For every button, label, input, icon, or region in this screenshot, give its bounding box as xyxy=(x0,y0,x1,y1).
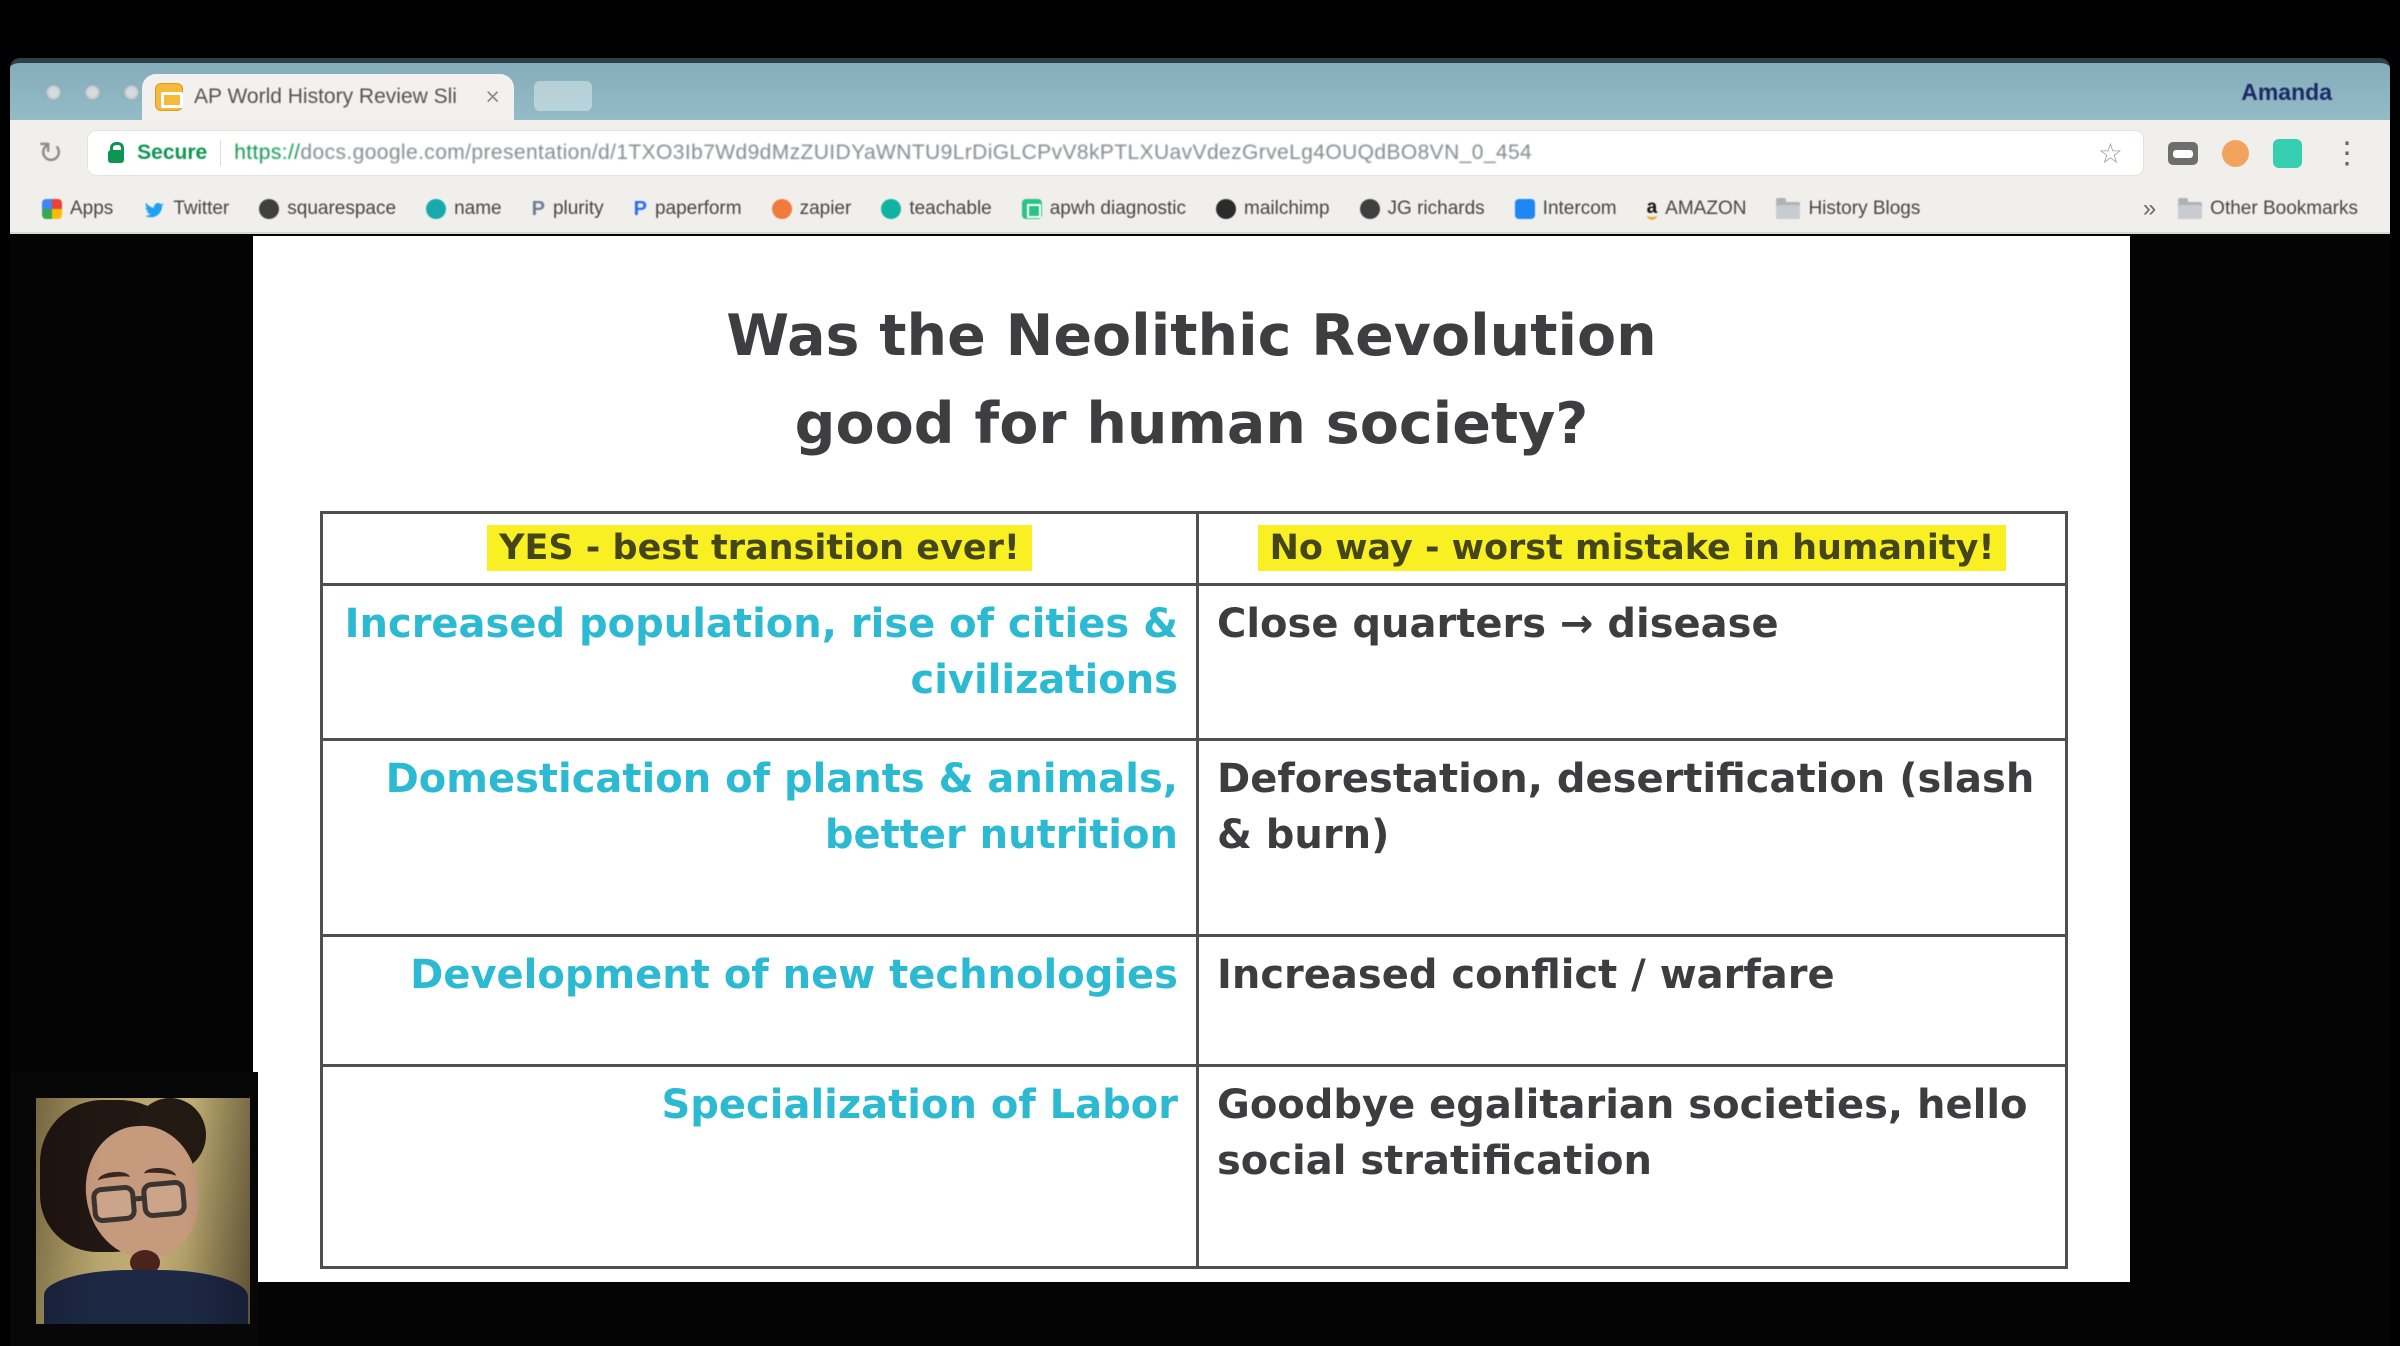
window-minimize-button[interactable] xyxy=(85,85,100,100)
bookmark-jg-richards[interactable] xyxy=(1360,198,1485,220)
bookmark-apwh-diagnostic[interactable] xyxy=(1022,198,1186,220)
apps-grid-icon xyxy=(42,199,62,219)
no-cell: Increased conflict / warfare xyxy=(1197,935,2066,1065)
user-label: Amanda xyxy=(2241,79,2332,105)
bookmark-label: zapier xyxy=(799,198,852,219)
yes-cell: Specialization of Labor xyxy=(322,1065,1198,1267)
diagnostic-icon xyxy=(1022,199,1042,219)
twitter-icon xyxy=(143,198,165,220)
no-cell: Close quarters → disease xyxy=(1197,584,2066,739)
presenter-hair xyxy=(40,1100,192,1252)
extension-orange-icon[interactable] xyxy=(2222,140,2249,167)
other-bookmarks-label: Other Bookmarks xyxy=(2210,198,2358,219)
presenter-glasses-bridge xyxy=(134,1195,146,1201)
yes-cell: Development of new technologies xyxy=(322,935,1198,1065)
window-controls xyxy=(46,85,139,100)
presenter-eyebrow xyxy=(144,1167,177,1183)
presenter-webcam-overlay xyxy=(10,1072,258,1346)
presenter-eyebrow xyxy=(97,1170,130,1187)
bookmark-squarespace[interactable] xyxy=(259,198,396,220)
url-text xyxy=(234,141,2085,165)
bookmark-label: squarespace xyxy=(287,198,397,219)
yes-cell: Domestication of plants & animals, better nutrition xyxy=(322,739,1198,935)
bookmark-label: Apps xyxy=(70,198,114,219)
teachable-icon xyxy=(881,199,901,219)
name-icon xyxy=(426,199,446,219)
window-close-button[interactable] xyxy=(46,85,61,100)
url-rest: docs.google.com/presentation/d/1TXO3Ib7Wd9dMzZUIDYaWNTU9LrDiGLCPvV8kPTLXUavVdezGrveLg4OUQdBO8VN_0_454 xyxy=(300,141,1533,164)
tab-title: AP World History Review Sli xyxy=(194,85,457,108)
bookmark-label: apwh diagnostic xyxy=(1049,198,1186,219)
table-row xyxy=(322,739,2067,935)
google-slides-icon xyxy=(156,84,182,110)
browser-titlebar xyxy=(10,58,2390,120)
bookmarks-overflow-icon[interactable]: » xyxy=(2142,195,2157,222)
url-bar[interactable] xyxy=(87,130,2144,176)
bookmark-zapier[interactable] xyxy=(772,198,852,220)
bookmark-label: name xyxy=(454,198,502,219)
browser-viewport xyxy=(10,234,2390,1346)
reload-icon[interactable]: ↻ xyxy=(38,136,64,170)
yes-header-highlight: YES - best transition ever! xyxy=(487,525,1032,571)
mailchimp-icon xyxy=(1216,199,1236,219)
generic-site-icon xyxy=(1360,199,1380,219)
bookmark-twitter[interactable] xyxy=(143,198,229,220)
header-yes-cell xyxy=(322,512,1198,584)
bookmark-label: JG richards xyxy=(1387,198,1485,219)
bookmark-mailchimp[interactable] xyxy=(1216,198,1330,220)
presenter-mouth xyxy=(130,1250,160,1275)
amazon-icon: a xyxy=(1646,197,1658,218)
table-row xyxy=(322,584,2067,739)
table-row xyxy=(322,1065,2067,1267)
no-cell: Goodbye egalitarian societies, hello social stratification xyxy=(1197,1065,2066,1267)
extension-teal-icon[interactable] xyxy=(2273,139,2302,168)
bookmark-label: AMAZON xyxy=(1665,198,1747,219)
paperform-icon: P xyxy=(633,197,647,220)
bookmark-label: plurity xyxy=(552,198,604,219)
extension-gray-icon[interactable] xyxy=(2168,142,2198,165)
presenter-video xyxy=(36,1098,250,1324)
bookmark-label: Intercom xyxy=(1542,198,1617,219)
presenter-glasses xyxy=(91,1184,138,1224)
folder-icon xyxy=(1776,202,1800,219)
secure-label: Secure xyxy=(137,141,208,164)
bookmark-name[interactable] xyxy=(426,198,502,220)
p-letter-icon: P xyxy=(531,197,545,220)
squarespace-icon xyxy=(259,199,279,219)
presentation-slide xyxy=(253,236,2130,1282)
new-tab-button[interactable] xyxy=(534,81,592,111)
bookmark-label: teachable xyxy=(909,198,992,219)
tab-close-icon[interactable]: × xyxy=(485,82,500,111)
window-zoom-button[interactable] xyxy=(124,85,139,100)
presenter-hair xyxy=(134,1098,206,1172)
chrome-menu-icon[interactable]: ⋮ xyxy=(2332,136,2362,170)
browser-toolbar xyxy=(10,120,2390,186)
url-scheme: https:// xyxy=(234,141,301,164)
url-divider xyxy=(220,140,221,166)
slide-title-line1: Was the Neolithic Revolution xyxy=(726,303,1657,369)
slide-title-line2: good for human society? xyxy=(794,391,1589,458)
yes-cell: Increased population, rise of cities & civilizations xyxy=(322,584,1198,739)
bookmark-teachable[interactable] xyxy=(881,198,991,220)
no-header-highlight: No way - worst mistake in humanity! xyxy=(1258,525,2007,571)
bookmark-history-blogs[interactable] xyxy=(1776,198,1920,220)
presenter-face xyxy=(82,1122,203,1261)
header-no-cell xyxy=(1197,512,2066,584)
bookmark-star-icon[interactable]: ☆ xyxy=(2097,137,2123,169)
bookmark-label: mailchimp xyxy=(1244,198,1330,219)
bookmarks-bar xyxy=(10,186,2390,234)
browser-tab[interactable] xyxy=(142,74,514,120)
presenter-glasses xyxy=(141,1179,188,1219)
debate-table xyxy=(320,511,2068,1269)
no-cell: Deforestation, desertification (slash & burn) xyxy=(1197,739,2066,935)
table-header-row xyxy=(322,512,2067,584)
presenter-torso xyxy=(44,1270,248,1324)
bookmark-label: paperform xyxy=(654,198,742,219)
slide-title xyxy=(253,236,2130,469)
bookmark-amazon[interactable] xyxy=(1647,198,1747,220)
bookmark-apps[interactable] xyxy=(42,198,113,220)
table-row xyxy=(322,935,2067,1065)
other-bookmarks[interactable] xyxy=(2178,198,2358,220)
bookmark-plurity[interactable] xyxy=(532,198,604,221)
zapier-icon xyxy=(772,199,792,219)
intercom-icon xyxy=(1515,199,1535,219)
bookmark-intercom[interactable] xyxy=(1515,198,1617,220)
browser-window xyxy=(10,58,2390,1346)
secure-lock-icon xyxy=(108,150,124,163)
bookmark-label: History Blogs xyxy=(1808,198,1921,219)
folder-icon xyxy=(2178,202,2202,219)
bookmark-paperform[interactable] xyxy=(634,198,742,221)
bookmark-label: Twitter xyxy=(173,198,230,219)
